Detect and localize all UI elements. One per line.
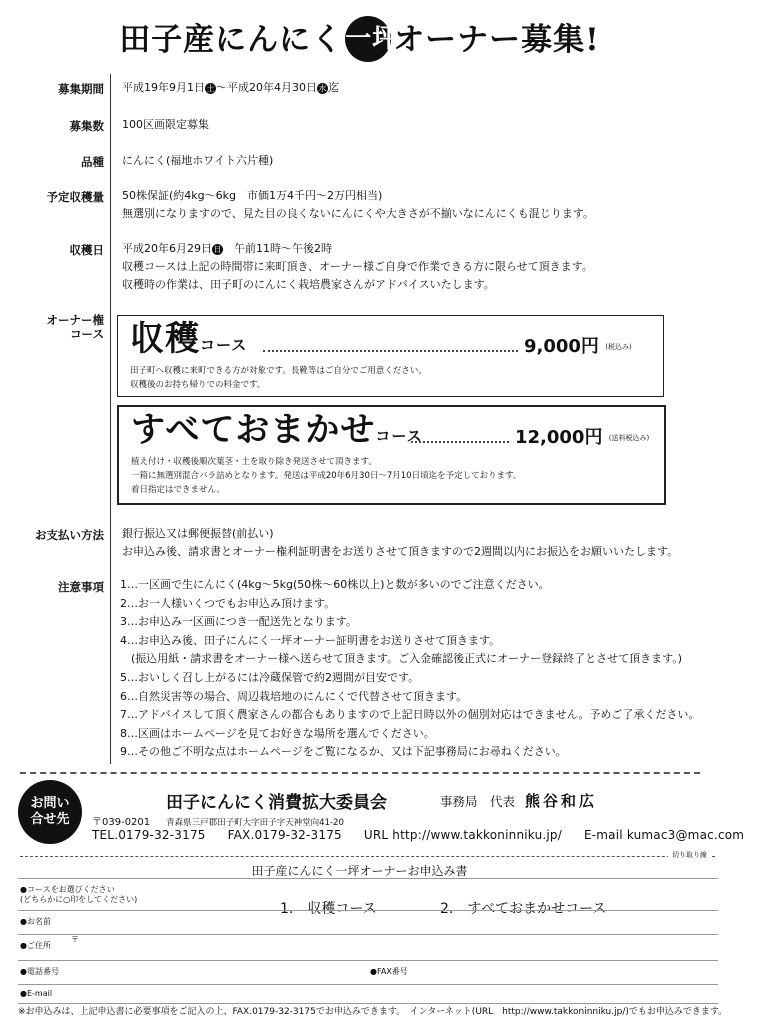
weekday-badge: 日 [213, 244, 222, 254]
period-text [122, 79, 339, 97]
period-suffix: 迄 [328, 81, 339, 94]
note-item: 5…おいしく召し上がるには冷蔵保管で約2週間が目安です。 [120, 670, 420, 684]
course-line: 収穫後のお持ち帰りでの料金です。 [130, 380, 266, 390]
fax-number: FAX.0179-32-3175 [227, 828, 342, 842]
yield-text [122, 187, 594, 223]
name-field-label: ●お名前 [20, 917, 51, 926]
website-link[interactable]: URL http://www.takkoninniku.jp/ [363, 828, 562, 842]
form-row-phone[interactable] [18, 960, 718, 985]
note-item: 2…お一人様いくつでもお申込み頂けます。 [120, 596, 336, 610]
course-name-text: 収穫 [130, 319, 200, 359]
section-divider [110, 74, 111, 764]
course-harvest-box [117, 315, 664, 397]
footer-note: ※お申込みは、上記申込書に必要事項をご記入の上、FAX.0179-32-3175でお申込みできます。 インターネット(URL http://www.takkoninniku.jp/)でもお申込みできます。 [18, 1007, 728, 1017]
note-item: 9…その他ご不明な点はホームページをご覧になるか、又は下記事務局にお尋ねください。 [120, 745, 567, 759]
contact-badge-line: お問い [30, 796, 70, 811]
course-line: 田子町へ収穫に来町できる方が対象です。長靴等はご自分でご用意ください。 [130, 366, 427, 376]
price-value: 12,000円 [515, 427, 603, 448]
address [92, 813, 344, 828]
harvest-date [122, 240, 593, 258]
contact-line [92, 828, 766, 842]
zip-code: 〒039-0201 [92, 817, 151, 828]
yield-label: 予定収穫量 [46, 190, 104, 204]
note-item: 7…アドバイスして頂く農家さんの都合もありますので上記日時以外の個別対応はできません。予めご了承ください。 [120, 708, 700, 722]
phone-field-label: ●電話番号 [20, 967, 59, 976]
payment-label: お支払い方法 [35, 528, 104, 542]
option-omakase[interactable]: 2. すべておまかせコース [440, 901, 607, 917]
title-prefix: 田子産にんにく [119, 22, 344, 58]
owner-label-line: コース [70, 327, 104, 341]
email-field-label: ●E-mail [20, 989, 53, 998]
course-select-line: ●コースをお選びください [20, 885, 115, 894]
course-line: 着日指定はできません。 [131, 485, 226, 495]
note-item: 3…お申込み一区画につき一配送先となります。 [120, 615, 357, 629]
note-item: (振込用紙・請求書をオーナー様へ送らせて頂きます。ご入金確認後正式にオーナー登録終了とさせて頂きます。) [120, 652, 682, 666]
course-header [119, 407, 664, 453]
course-name [130, 311, 247, 360]
course-suffix: コース [375, 427, 423, 445]
harvest-line: 収穫時の作業は、田子町のにんにく栽培農家さんがアドバイスいたします。 [122, 278, 495, 291]
count-text: 100区画限定募集 [122, 118, 209, 131]
harvest-text [122, 240, 593, 294]
course-price [524, 332, 632, 358]
yield-line: 無選別になりますので、見た目の良くないにんにくや大きさが不揃いなにんにくも混じります。 [122, 207, 594, 220]
course-name [131, 402, 423, 451]
harvest-line: 収穫コースは上記の時間帯に来町頂き、オーナー様ご自身で作業できる方に限らせて頂きます。 [122, 260, 593, 273]
course-line: 一箱に無選別混合バラ詰めとなります。発送は平成20年6月30日～7月10日頃迄を予定しております。 [131, 471, 522, 481]
office-info [440, 790, 597, 811]
count-label: 募集数 [69, 119, 104, 133]
harvest-label: 収穫日 [69, 243, 104, 257]
payment-line: お申込み後、請求書とオーナー権利証明書をお送りさせて頂きますので2週間以内にお振込をお願いいたします。 [122, 545, 679, 558]
course-omakase-box [117, 405, 666, 505]
course-select-label [20, 885, 137, 905]
yield-line: 50株保証(約4kg～6kg 市価1万4千円～2万円相当) [122, 189, 383, 202]
price-value: 9,000円 [524, 336, 599, 357]
tax-note: (税込み) [605, 343, 632, 351]
note-item: 8…区画はホームページを見てお好きな場所を選んでください。 [120, 726, 435, 740]
payment-text [122, 525, 678, 561]
contact-badge-line: 合せ先 [30, 812, 70, 827]
form-row-email[interactable] [18, 984, 718, 1004]
course-name-text: すべておまかせ [131, 410, 376, 450]
leader-dots [411, 441, 509, 443]
notes-label: 注意事項 [58, 580, 104, 594]
course-description [118, 362, 663, 398]
title-suffix: オーナー募集! [393, 22, 600, 58]
tsubo-badge: 一坪 [345, 16, 391, 62]
cut-line [20, 850, 715, 862]
period-start: 平成19年9月1日 [122, 81, 205, 94]
note-item: 1…一区画で生にんにく(4kg～5kg(50株～60株以上)と数が多いのでご注意ください。 [120, 578, 550, 591]
owner-label [18, 313, 104, 341]
notes-list [120, 576, 699, 762]
committee-name: 田子にんにく消費拡大委員会 [166, 793, 387, 813]
contact-divider [20, 772, 700, 774]
period-end: ～平成20年4月30日 [216, 81, 317, 94]
course-select-line: (どちらかに○印をしてください) [20, 895, 138, 904]
course-header [118, 316, 663, 362]
cut-label: 切り取り線 [668, 850, 711, 860]
page-title [0, 14, 719, 65]
zip-mark: 〒 [70, 935, 79, 944]
form-row-address[interactable] [18, 934, 718, 961]
street-address: 青森県三戸郡田子町大字田子字天神堂向41-20 [166, 818, 344, 828]
owner-label-line: オーナー権 [46, 313, 104, 327]
weekday-badge: 土 [206, 83, 215, 93]
note-item: 6…自然災害等の場合、周辺栽培地のにんにくで代替させて頂きます。 [120, 689, 468, 703]
variety-text: にんにく(福地ホワイト六片種) [122, 154, 274, 167]
form-row-name[interactable] [18, 910, 718, 935]
fax-field-label: ●FAX番号 [370, 967, 408, 976]
form-title: 田子産にんにく一坪オーナーお申込み書 [251, 864, 468, 878]
note-item: 4…お申込み後、田子にんにく一坪オーナー証明書をお送りさせて頂きます。 [120, 633, 501, 647]
period-label: 募集期間 [58, 82, 104, 96]
weekday-badge: 水 [318, 83, 327, 93]
phone-number: TEL.0179-32-3175 [92, 828, 206, 842]
course-suffix: コース [200, 336, 248, 354]
cut-dashes [20, 856, 715, 857]
variety-label: 品種 [81, 155, 104, 169]
address-field-label [20, 935, 79, 951]
email-link[interactable]: E-mail kumac3@mac.com [583, 828, 745, 842]
contact-badge [18, 780, 82, 844]
representative-name: 熊谷和広 [525, 792, 598, 810]
payment-line: 銀行振込又は郵便振替(前払い) [122, 527, 274, 540]
course-description [119, 453, 664, 503]
leader-dots [263, 350, 518, 352]
harvest-date-text: 平成20年6月29日 [122, 242, 212, 255]
option-harvest[interactable]: 1. 収穫コース [280, 901, 377, 917]
course-price [515, 423, 649, 449]
office-role: 事務局 代表 [440, 794, 516, 809]
course-line: 植え付け・収穫後順次葉茎・土を取り除き発送させて頂きます。 [131, 457, 377, 467]
address-field-text: ●ご住所 [20, 941, 51, 950]
harvest-time: 午前11時～午後2時 [223, 242, 332, 255]
tax-note: (送料税込み) [608, 434, 650, 442]
